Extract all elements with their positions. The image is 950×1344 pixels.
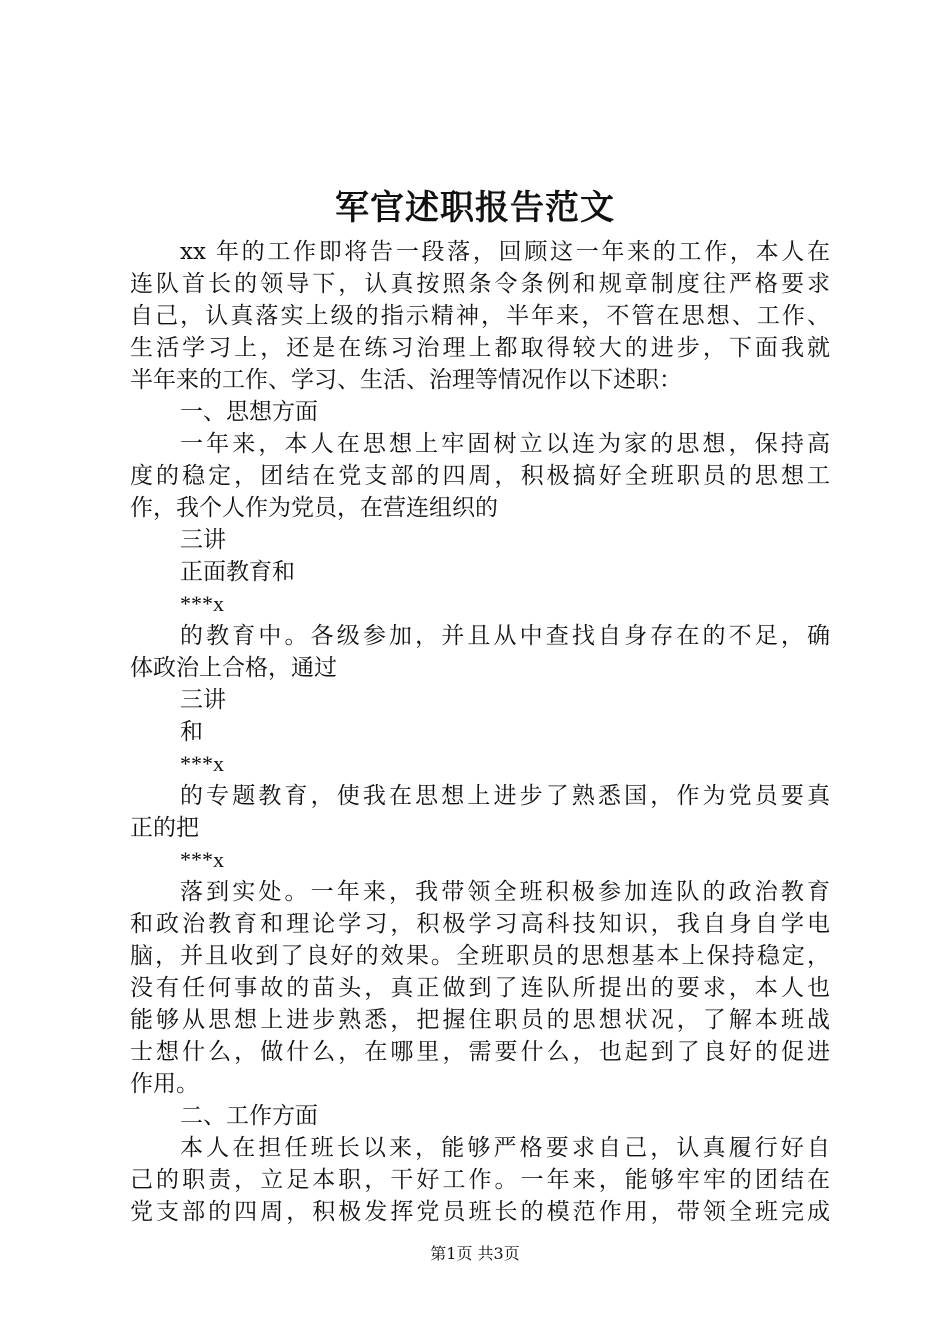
body-line: 正的把 [130,815,199,841]
body-line: 脑，并且收到了良好的效果。全班职员的思想基本上保持稳定， [130,943,830,969]
body-line: 度的稳定，团结在党支部的四周，积极搞好全班职员的思想工 [130,463,830,489]
body-line: 党支部的四周，积极发挥党员班长的模范作用，带领全班完成 [130,1199,830,1225]
body-line: 一、思想方面 [180,399,318,425]
body-line: 自己，认真落实上级的指示精神，半年来，不管在思想、工作、 [130,303,830,329]
body-line: 落到实处。一年来，我带领全班积极参加连队的政治教育 [180,879,830,905]
body-line: 生活学习上，还是在练习治理上都取得较大的进步，下面我就 [130,335,830,361]
body-line: 的教育中。各级参加，并且从中查找自身存在的不足，确 [180,623,830,649]
body-line: ***x [180,847,224,872]
body-line: 己的职责，立足本职，干好工作。一年来，能够牢牢的团结在 [130,1167,830,1193]
document-body [130,236,830,1228]
page-footer: 第1页 共3页 [430,1244,520,1263]
body-line: 二、工作方面 [180,1103,318,1129]
body-line: 的专题教育，使我在思想上进步了熟悉国，作为党员要真 [180,783,830,809]
body-line: 作用。 [130,1071,199,1097]
body-line: 正面教育和 [180,559,295,585]
body-line: xx 年的工作即将告一段落，回顾这一年来的工作，本人在 [180,239,830,265]
body-line: 半年来的工作、学习、生活、治理等情况作以下述职： [130,367,682,393]
body-line: 三讲 [180,687,226,713]
body-line: 一年来，本人在思想上牢固树立以连为家的思想，保持高 [180,431,830,457]
body-line: ***x [180,591,224,616]
body-line: 和政治教育和理论学习，积极学习高科技知识，我自身自学电 [130,911,830,937]
body-line: 体政治上合格，通过 [130,655,337,681]
body-line: 没有任何事故的苗头，真正做到了连队所提出的要求，本人也 [130,975,830,1001]
body-line: 连队首长的领导下，认真按照条令条例和规章制度往严格要求 [130,271,830,297]
body-line: 三讲 [180,527,226,553]
body-line: 作，我个人作为党员，在营连组织的 [130,495,498,521]
body-line: 和 [180,719,203,745]
body-line: 士想什么，做什么，在哪里，需要什么，也起到了良好的促进 [130,1039,830,1065]
body-line: 能够从思想上进步熟悉，把握住职员的思想状况，了解本班战 [130,1007,830,1033]
body-line: 本人在担任班长以来，能够严格要求自己，认真履行好自 [180,1135,830,1161]
document-title: 军官述职报告范文 [335,188,615,228]
body-line: ***x [180,751,224,776]
